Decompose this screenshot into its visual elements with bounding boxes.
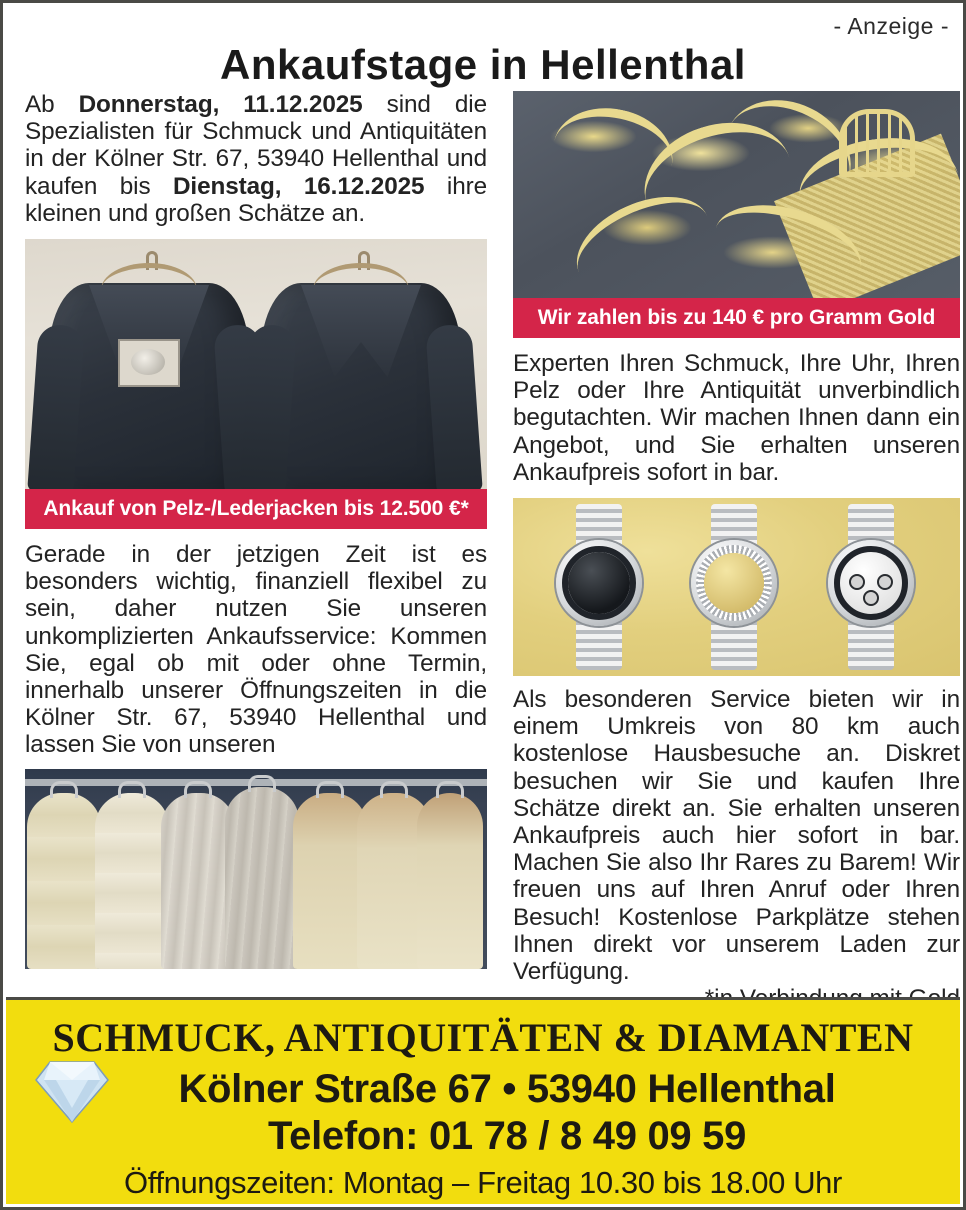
right-paragraph-1: Experten Ihren Schmuck, Ihre Uhr, Ihren Pelz oder Ihre Antiquität unverbindlich begutachten. Wir machen Ihnen dann ein Angebot, und Sie erhalten unseren Ankaufpreis sofort in bar.	[513, 350, 960, 486]
intro-text-1: Ab	[25, 91, 79, 118]
watches-photo	[513, 498, 960, 676]
intro-date-end: Dienstag, 16.12.2025	[172, 172, 425, 200]
footer-phone[interactable]: Telefon: 01 78 / 8 49 09 59	[267, 1114, 747, 1158]
jackets-photo	[25, 239, 487, 489]
footer-address: Kölner Straße 67 • 53940 Hellenthal	[178, 1067, 836, 1111]
right-paragraph-2: Als besonderen Service bieten wir in einem Umkreis von 80 km auch kostenlose Hausbesuche an. Diskret besuchen wir Sie und kaufen Ihre Schätze direkt an. Sie erhalten unseren Ankaufpreis auch hier sofort in bar. Machen Sie also Ihr Rares zu Barem! Wir freuen uns auf Ihren Anruf oder Ihren Besuch! Kostenlose Parkplätze stehen Ihnen direkt vor unserem Laden zur Verfügung.	[513, 686, 960, 986]
fur-coat	[27, 793, 101, 969]
fur-coat	[293, 793, 367, 969]
fur-coat	[417, 793, 483, 969]
watch-case	[556, 540, 642, 626]
footer-banner	[6, 997, 960, 1204]
wristwatch-black-dial	[553, 504, 645, 670]
left-paragraph-2: Gerade in der jetzigen Zeit ist es besonders wichtig, finanziell flexibel zu sein, daher nutzen Sie unseren unkomplizierten Ankaufsservice: Kommen Sie, egal ob mit oder ohne Termin, innerhalb unserer Öffnungszeiten in die Kölner Str. 67, 53940 Hellenthal und lassen Sie von unseren	[25, 541, 487, 759]
jacket-sleeve-left	[27, 324, 85, 489]
watch-case	[691, 540, 777, 626]
page-title: Ankaufstage in Hellenthal	[220, 41, 746, 88]
wristwatch-white-dial	[825, 504, 917, 670]
intro-text-2: sind die Spezialisten für Schmuck und Antiquitäten in der Kölner Str. 67, 53940 Hellenthal und kaufen bis	[25, 91, 488, 200]
watch-bezel	[834, 546, 908, 620]
footer-hours: Öffnungszeiten: Montag – Freitag 10.30 bis 18.00 Uhr	[124, 1165, 842, 1200]
wristwatch-gold-dial	[688, 504, 780, 670]
anzeige-label: - Anzeige -	[833, 13, 949, 39]
watch-bezel	[562, 546, 636, 620]
jacket-sleeve-right	[425, 324, 483, 489]
leather-jacket-right	[261, 283, 461, 489]
watch-case	[828, 540, 914, 626]
leather-jacket-left	[49, 283, 249, 489]
furs-photo	[25, 769, 487, 969]
intro-paragraph	[25, 91, 487, 227]
fur-coat	[225, 787, 299, 969]
fur-coat	[161, 793, 235, 969]
right-column	[513, 91, 960, 1012]
gold-pendant	[839, 109, 915, 177]
intro-text-3: ihre kleinen und großen Schätze an.	[25, 172, 488, 227]
left-column	[25, 91, 487, 969]
gold-caption: Wir zahlen bis zu 140 € pro Gramm Gold	[513, 298, 960, 338]
footer-shop-line: SCHMUCK, ANTIQUITÄTEN & DIAMANTEN	[52, 1015, 914, 1060]
jackets-caption: Ankauf von Pelz-/Lederjacken bis 12.500 €*	[25, 489, 487, 529]
fur-coat	[95, 793, 169, 969]
gold-jewelry-photo	[513, 91, 960, 298]
diamond-icon	[34, 1058, 110, 1124]
jacket-collar	[301, 285, 421, 377]
intro-date-start: Donnerstag, 11.12.2025	[78, 91, 363, 118]
watch-bezel	[696, 545, 772, 621]
jacket-label-tag	[118, 339, 180, 387]
